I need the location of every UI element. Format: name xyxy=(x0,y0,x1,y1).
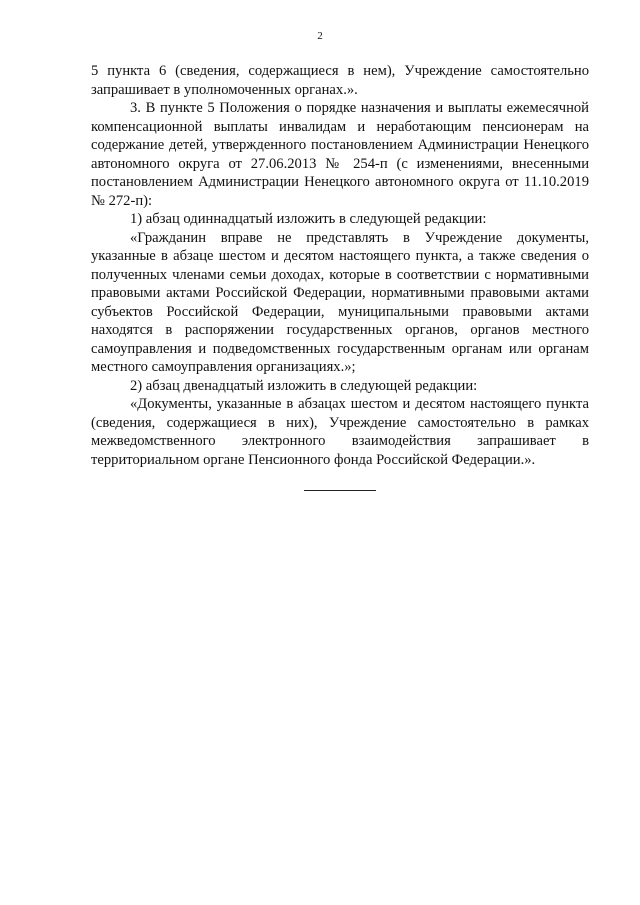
paragraph-item-3: 3. В пункте 5 Положения о порядке назначения и выплаты ежемесячной компенсационной выплаты инвалидам и неработающим пенсионерам на содержание детей, утвержденного постановлением Администрации Ненецкого автономного округа от 27.06.2013 № 254-п (с изменениями, внесенными постановлением Администрации Ненецкого автономного округа от 11.10.2019 № 272-п): xyxy=(91,100,589,209)
paragraph-quote-1: «Гражданин вправе не представлять в Учреждение документы, указанные в абзаце шестом и десятом настоящего пункта, а также сведения о полученных членами семьи доходах, которые в соответствии с нормативными правовыми актами Российской Федерации, нормативными правовыми актами субъектов Российской Федерации, муниципальными правовыми актами находятся в распоряжении государственных органов, органов местного самоуправления и подведомственных государственным органам или органам местного самоуправления организациях.»; xyxy=(91,229,589,375)
end-separator-line xyxy=(304,490,376,491)
paragraph-quote-2: «Документы, указанные в абзацах шестом и десятом настоящего пункта (сведения, содержащиеся в них), Учреждение самостоятельно в рамках межведомственного электронного взаимодействия запрашивает в территориальном органе Пенсионного фонда Российской Федерации.». xyxy=(91,396,589,468)
paragraph-subitem-1: 1) абзац одиннадцатый изложить в следующей редакции: xyxy=(130,211,487,227)
document-body xyxy=(91,62,589,469)
paragraph-continuation: 5 пункта 6 (сведения, содержащиеся в нем), Учреждение самостоятельно запрашивает в уполномоченных органах.». xyxy=(91,63,589,98)
page-number: 2 xyxy=(317,30,323,42)
paragraph-subitem-2: 2) абзац двенадцатый изложить в следующей редакции: xyxy=(130,377,478,394)
